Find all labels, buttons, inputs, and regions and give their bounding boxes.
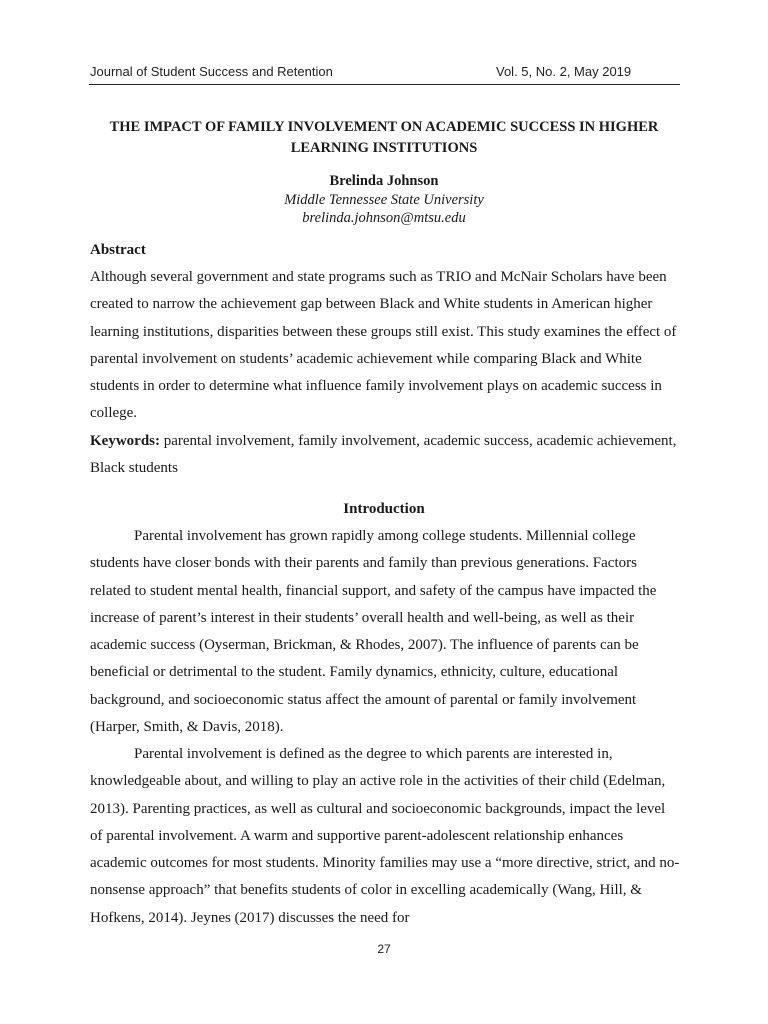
page-number: 27 xyxy=(377,942,391,956)
author-affiliation: Middle Tennessee State University xyxy=(284,192,484,208)
keywords-label: Keywords: xyxy=(90,433,160,449)
journal-name: Journal of Student Success and Retention xyxy=(90,64,333,79)
author-email: brelinda.johnson@mtsu.edu xyxy=(302,210,466,226)
introduction-paragraph-1: Parental involvement has grown rapidly among college students. Millennial college students have closer bonds with their parents and family than previous generations. Factors related to student mental health, financial support, and safety of the campus have impacted the increase of parent’s interest in their students’ overall health and well-being, as well as their academic success (Oyserman, Brickman, & Rhodes, 2007). The influence of parents can be beneficial or detrimental to the student. Family dynamics, ethnicity, culture, educational background, and socioeconomic status affect the amount of parental or family involvement (Harper, Smith, & Davis, 2018). xyxy=(90,528,657,736)
abstract-heading: Abstract xyxy=(90,242,146,258)
running-header xyxy=(89,62,680,85)
author-name: Brelinda Johnson xyxy=(329,173,439,189)
introduction-paragraph-2: Parental involvement is defined as the degree to which parents are interested in, knowledgeable about, and willing to play an active role in the activities of their child (Edelman, 2013). Parenting practices, as well as cultural and socioeconomic backgrounds, impact the level of parental involvement. A warm and supportive parent-adolescent relationship enhances academic outcomes for most students. Minority families may use a “more directive, strict, and no-nonsense approach” that benefits students of color in excelling academically (Wang, Hill, & Hofkens, 2014). Jeynes (2017) discusses the need for xyxy=(90,746,680,926)
issue-info: Vol. 5, No. 2, May 2019 xyxy=(496,64,632,79)
introduction-heading: Introduction xyxy=(343,501,425,517)
article-title: THE IMPACT OF FAMILY INVOLVEMENT ON ACADEMIC SUCCESS IN HIGHER LEARNING INSTITUTIONS xyxy=(109,119,659,156)
keywords-list: parental involvement, family involvement, academic success, academic achievement, Black students xyxy=(90,433,677,477)
keywords-line xyxy=(90,428,680,483)
abstract-text: Although several government and state programs such as TRIO and McNair Scholars have been created to narrow the achievement gap between Black and White students in American higher learning institutions, disparities between these groups still exist. This study examines the effect of parental involvement on students’ academic achievement while comparing Black and White students in order to determine what influence family involvement plays on academic success in college. xyxy=(90,269,677,422)
